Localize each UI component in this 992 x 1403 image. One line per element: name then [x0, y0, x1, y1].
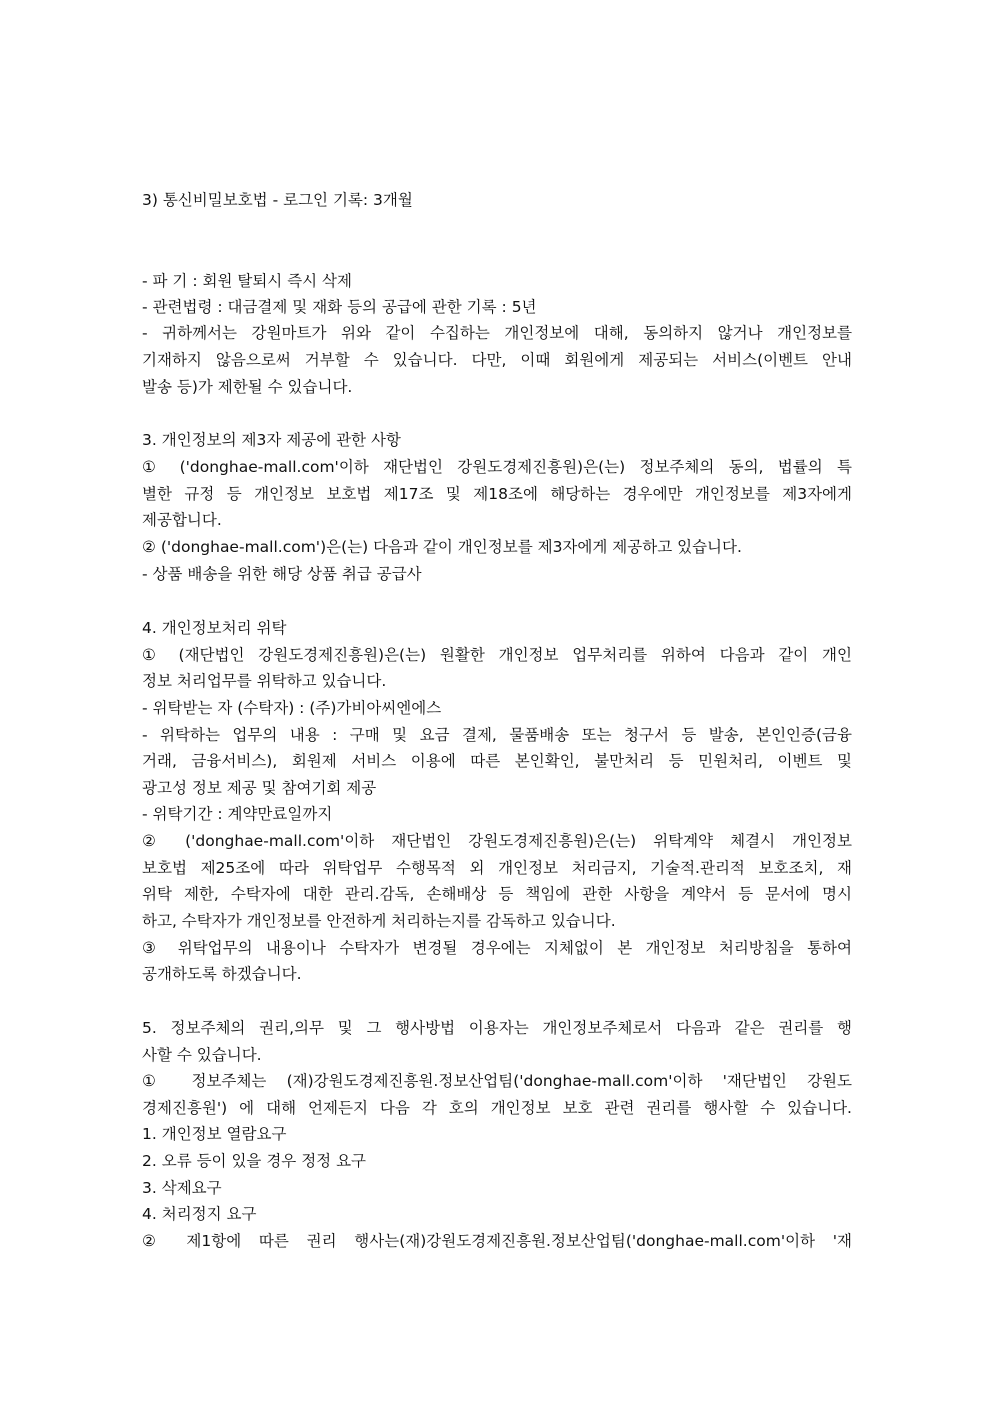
doc-line-26: 공개하도록 하겠습니다. — [142, 965, 302, 983]
doc-line-16: - 위탁받는 자 (수탁자) : (주)가비아씨엔에스 — [142, 699, 442, 717]
doc-line-30: 경제진흥원') 에 대해 언제든지 다음 각 호의 개인정보 보호 관련 권리를 행사할 수 있습니다. — [142, 1099, 852, 1117]
list-item-2: 2. 오류 등이 있을 경우 정정 요구 — [142, 1152, 367, 1170]
doc-line-24: 하고, 수탁자가 개인정보를 안전하게 처리하는지를 감독하고 있습니다. — [142, 912, 616, 930]
doc-line-28: 사할 수 있습니다. — [142, 1046, 262, 1064]
doc-line-35: ② 제1항에 따른 권리 행사는(재)강원도경제진흥원.정보산업팀('donghae-mall.com'이하 '재 — [142, 1232, 852, 1250]
section-heading-3: 3. 개인정보의 제3자 제공에 관한 사항 — [142, 431, 401, 449]
doc-line-3: - 관련법령 : 대금결제 및 재화 등의 공급에 관한 기록 : 5년 — [142, 298, 537, 316]
doc-line-2: - 파 기 : 회원 탈퇴시 즉시 삭제 — [142, 272, 353, 290]
doc-line-29: ① 정보주체는 (재)강원도경제진흥원.정보산업팀('donghae-mall.com'이하 '재단법인 강원도 — [142, 1072, 852, 1090]
list-item-3: 3. 삭제요구 — [142, 1179, 222, 1197]
doc-line-23: 위탁 제한, 수탁자에 대한 관리.감독, 손해배상 등 책임에 관한 사항을 계약서 등 문서에 명시 — [142, 885, 852, 903]
doc-line-9: 별한 규정 등 개인정보 보호법 제17조 및 제18조에 해당하는 경우에만 개인정보를 제3자에게 — [142, 485, 852, 503]
doc-line-21: ② ('donghae-mall.com'이하 재단법인 강원도경제진흥원)은(는) 위탁계약 체결시 개인정보 — [142, 832, 852, 850]
list-item-1: 1. 개인정보 열람요구 — [142, 1125, 287, 1143]
section-heading-4: 4. 개인정보처리 위탁 — [142, 619, 287, 637]
doc-line-11: ② ('donghae-mall.com')은(는) 다음과 같이 개인정보를 제3자에게 제공하고 있습니다. — [142, 538, 742, 556]
doc-line-19: 광고성 정보 제공 및 참여기회 제공 — [142, 779, 377, 797]
doc-line-5: 기재하지 않음으로써 거부할 수 있습니다. 다만, 이때 회원에게 제공되는 서비스(이벤트 안내 — [142, 351, 852, 369]
doc-line-4: - 귀하께서는 강원마트가 위와 같이 수집하는 개인정보에 대해, 동의하지 않거나 개인정보를 — [142, 324, 852, 342]
doc-line-18: 거래, 금융서비스), 회원제 서비스 이용에 따른 본인확인, 불만처리 등 민원처리, 이벤트 및 — [142, 752, 852, 770]
doc-line-8: ① ('donghae-mall.com'이하 재단법인 강원도경제진흥원)은(는) 정보주체의 동의, 법률의 특 — [142, 458, 852, 476]
doc-line-22: 보호법 제25조에 따라 위탁업무 수행목적 외 개인정보 처리금지, 기술적.관리적 보호조치, 재 — [142, 859, 852, 877]
doc-line-17: - 위탁하는 업무의 내용 : 구매 및 요금 결제, 물품배송 또는 청구서 등 발송, 본인인증(금융 — [142, 726, 852, 744]
doc-line-1: 3) 통신비밀보호법 - 로그인 기록: 3개월 — [142, 191, 413, 209]
list-item-4: 4. 처리정지 요구 — [142, 1205, 257, 1223]
doc-line-12: - 상품 배송을 위한 해당 상품 취급 공급사 — [142, 565, 422, 583]
doc-line-20: - 위탁기간 : 계약만료일까지 — [142, 805, 333, 823]
doc-line-6: 발송 등)가 제한될 수 있습니다. — [142, 378, 353, 396]
doc-line-10: 제공합니다. — [142, 511, 222, 529]
doc-line-14: ① (재단법인 강원도경제진흥원)은(는) 원활한 개인정보 업무처리를 위하여 다음과 같이 개인 — [142, 646, 852, 664]
doc-line-15: 정보 처리업무를 위탁하고 있습니다. — [142, 672, 387, 690]
doc-line-25: ③ 위탁업무의 내용이나 수탁자가 변경될 경우에는 지체없이 본 개인정보 처리방침을 통하여 — [142, 939, 852, 957]
section-heading-5: 5. 정보주체의 권리,의무 및 그 행사방법 이용자는 개인정보주체로서 다음과 같은 권리를 행 — [142, 1019, 852, 1037]
